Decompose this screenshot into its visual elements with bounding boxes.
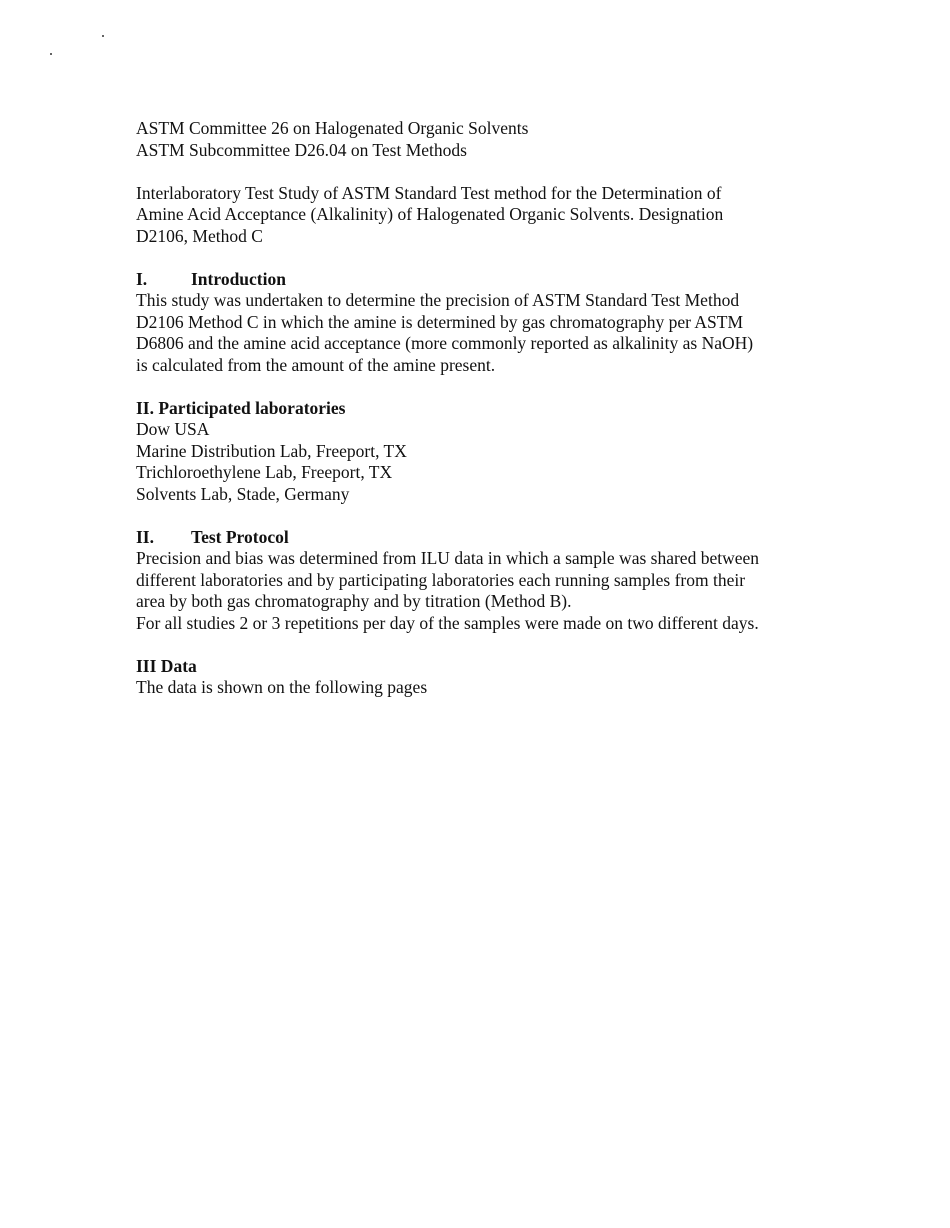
section-title: Test Protocol: [191, 526, 289, 547]
section-number: I.: [136, 268, 148, 289]
title-line: Amine Acid Acceptance (Alkalinity) of Halogenated Organic Solvents. Designation: [136, 204, 724, 224]
document-body: [136, 118, 836, 699]
laboratory-item: Solvents Lab, Stade, Germany: [136, 483, 350, 504]
protocol-text-line: different laboratories and by participating laboratories each running samples from their: [136, 569, 746, 590]
introduction-text-line: D6806 and the amine acid acceptance (more commonly reported as alkalinity as NaOH): [136, 333, 754, 353]
introduction-text-line: D2106 Method C in which the amine is determined by gas chromatography per ASTM: [136, 311, 744, 332]
section-number: II.: [136, 526, 154, 547]
laboratory-item: Dow USA: [136, 419, 210, 439]
protocol-text-line: area by both gas chromatography and by titration (Method B).: [136, 591, 572, 611]
laboratories-heading: II. Participated laboratories: [136, 397, 346, 418]
data-heading: III Data: [136, 655, 197, 676]
protocol-heading: [136, 527, 836, 549]
introduction-heading: [136, 269, 836, 291]
scan-speck: [50, 53, 52, 55]
scan-speck: [102, 35, 104, 37]
section-title: Introduction: [191, 268, 286, 289]
protocol-text-line: Precision and bias was determined from ILU data in which a sample was shared between: [136, 548, 759, 568]
introduction-text-line: is calculated from the amount of the amine present.: [136, 354, 496, 375]
laboratory-item: Trichloroethylene Lab, Freeport, TX: [136, 462, 393, 482]
laboratory-item: Marine Distribution Lab, Freeport, TX: [136, 440, 407, 461]
data-text-line: The data is shown on the following pages: [136, 677, 428, 697]
title-line: D2106, Method C: [136, 225, 263, 246]
protocol-text-line: For all studies 2 or 3 repetitions per day of the samples were made on two different days.: [136, 612, 759, 633]
committee-line: ASTM Committee 26 on Halogenated Organic Solvents: [136, 118, 529, 138]
title-line: Interlaboratory Test Study of ASTM Standard Test method for the Determination of: [136, 182, 722, 203]
introduction-text-line: This study was undertaken to determine the precision of ASTM Standard Test Method: [136, 290, 740, 310]
subcommittee-line: ASTM Subcommittee D26.04 on Test Methods: [136, 139, 467, 160]
